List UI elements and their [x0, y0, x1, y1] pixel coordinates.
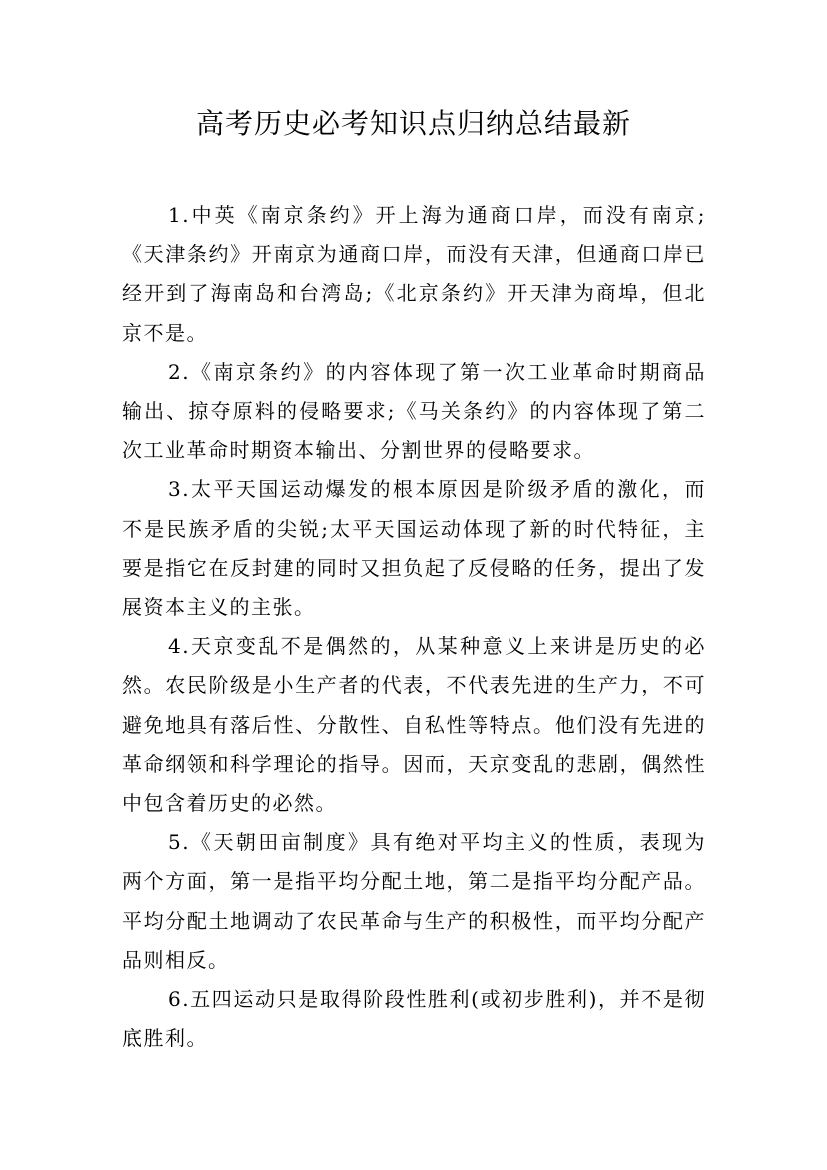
paragraph-1: 1.中英《南京条约》开上海为通商口岸，而没有南京;《天津条约》开南京为通商口岸，而没有天津，但通商口岸已经开到了海南岛和台湾岛;《北京条约》开天津为商埠，但北京不是。: [122, 203, 706, 345]
paragraph-5: 5.《天朝田亩制度》具有绝对平均主义的性质，表现为两个方面，第一是指平均分配土地，第二是指平均分配产品。平均分配土地调动了农民革命与生产的积极性，而平均分配产品则相反。: [122, 830, 706, 972]
document-title: 高考历史必考知识点归纳总结最新: [195, 107, 631, 140]
paragraph-3: 3.太平天国运动爆发的根本原因是阶级矛盾的激化，而不是民族矛盾的尖锐;太平天国运动体现了新的时代特征，主要是指它在反封建的同时又担负起了反侵略的任务，提出了发展资本主义的主张。: [122, 477, 706, 620]
paragraph-2: 2.《南京条约》的内容体现了第一次工业革命时期商品输出、掠夺原料的侵略要求;《马关条约》的内容体现了第二次工业革命时期资本输出、分割世界的侵略要求。: [122, 359, 706, 463]
document-body: [122, 196, 706, 1058]
paragraph-4: 4.天京变乱不是偶然的，从某种意义上来讲是历史的必然。农民阶级是小生产者的代表，不代表先进的生产力，不可避免地具有落后性、分散性、自私性等特点。他们没有先进的革命纲领和科学理论的指导。因而，天京变乱的悲剧，偶然性中包含着历史的必然。: [122, 634, 706, 816]
paragraph-6: 6.五四运动只是取得阶段性胜利(或初步胜利)，并不是彻底胜利。: [122, 987, 706, 1051]
